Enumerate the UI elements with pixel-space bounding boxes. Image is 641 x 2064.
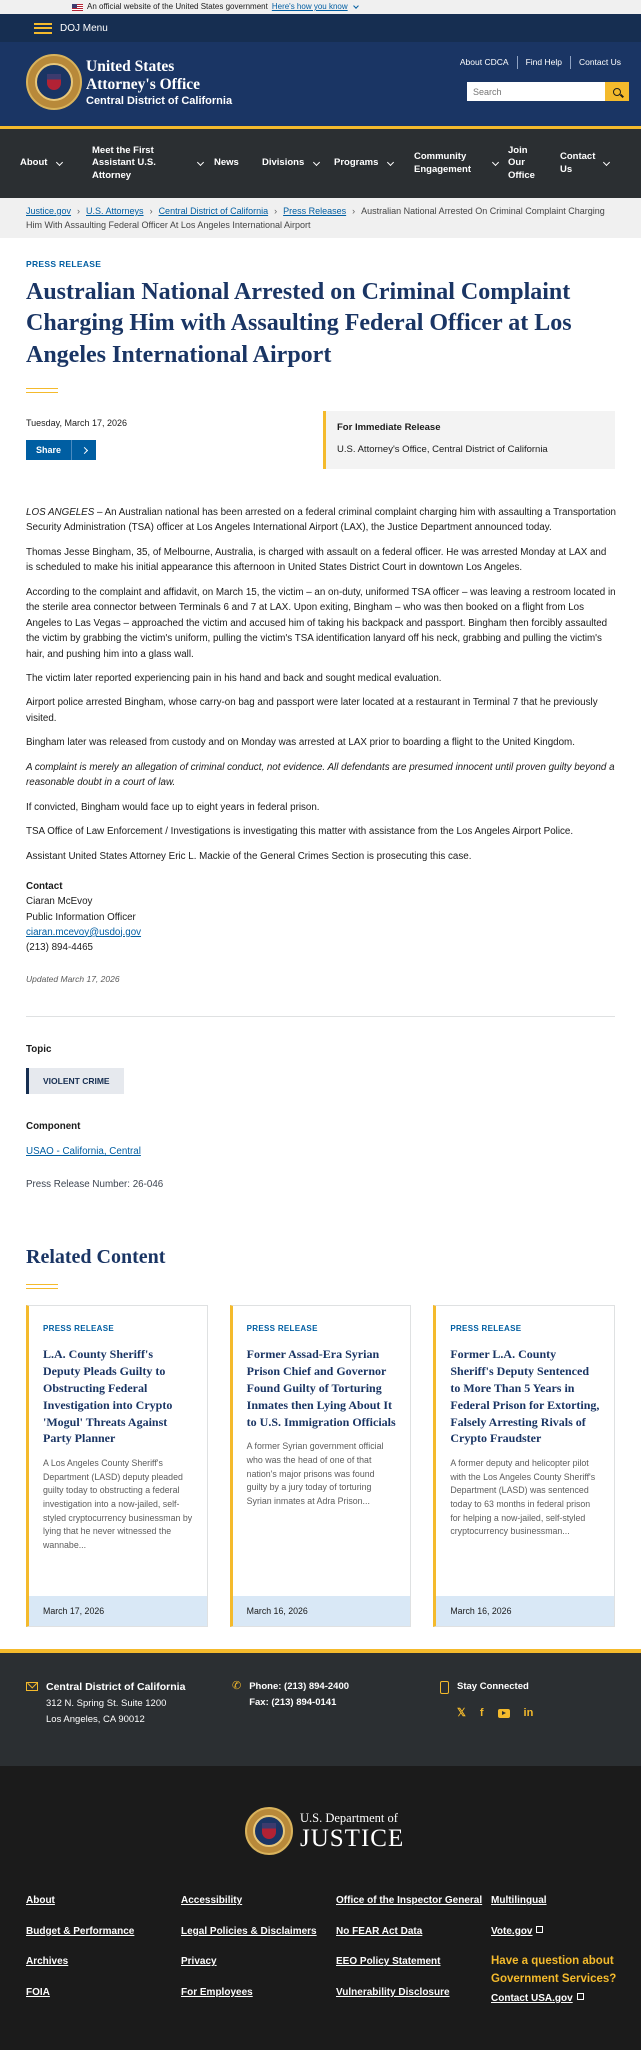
paragraph: Thomas Jesse Bingham, 35, of Melbourne, Australia, is charged with assault on a federal officer. He was arrested Monday at LAX and is scheduled to make his initial appearance this afternoon in United States District Court in downtown Los Angeles. xyxy=(26,546,607,574)
footer-phone xyxy=(232,1679,349,1710)
site-title[interactable]: United States Attorney's Office Central District of California xyxy=(86,58,233,107)
paragraph: If convicted, Bingham would face up to eight years in federal prison. xyxy=(26,801,320,813)
chevron-down-icon xyxy=(353,3,359,9)
doj-seal-icon xyxy=(245,1807,293,1855)
contact-heading: Contact xyxy=(26,881,63,893)
chevron-down-icon xyxy=(313,158,320,165)
card-eyebrow: PRESS RELEASE xyxy=(43,1324,115,1334)
topic-heading: Topic xyxy=(26,1043,52,1055)
footer-link-employees[interactable]: For Employees xyxy=(181,1986,253,1998)
contact-email-link[interactable]: ciaran.mcevoy@usdoj.gov xyxy=(26,926,142,938)
us-flag-icon xyxy=(72,4,83,11)
card-title-link[interactable]: L.A. County Sheriff's Deputy Pleads Guilty to Obstructing Federal Investigation into Crypto 'Mogul' Threats Against Party Planner xyxy=(43,1347,173,1446)
card-date: March 17, 2026 xyxy=(29,1596,207,1626)
card-title-link[interactable]: Former Assad-Era Syrian Prison Chief and Governor Found Guilty of Torturing Inmates then Lying About It to U.S. Immigration Officials xyxy=(246,1347,396,1429)
card-date: March 16, 2026 xyxy=(436,1596,614,1626)
footer-link-nofear[interactable]: No FEAR Act Data xyxy=(336,1925,423,1937)
footer-link-foia[interactable]: FOIA xyxy=(26,1986,50,1998)
breadcrumb-central-district[interactable]: Central District of California xyxy=(158,206,269,216)
utility-links xyxy=(452,56,629,69)
chevron-down-icon xyxy=(56,158,63,165)
paragraph: Bingham later was released from custody and on Monday was arrested at LAX prior to boarding a flight to the United Kingdom. xyxy=(26,737,575,749)
chevron-right-icon xyxy=(80,447,87,454)
chevron-down-icon xyxy=(492,158,499,165)
contact-role: Public Information Officer xyxy=(26,911,136,923)
footer-link-archives[interactable]: Archives xyxy=(26,1956,69,1968)
doj-menu-button[interactable] xyxy=(0,14,641,42)
card-eyebrow: PRESS RELEASE xyxy=(246,1324,318,1334)
gov-banner xyxy=(0,0,641,14)
nav-join-our-office[interactable]: Join Our Office xyxy=(508,144,535,181)
contact-name: Ciaran McEvoy xyxy=(26,896,93,908)
gov-services-question: Have a question about Government Services? xyxy=(491,1955,617,1985)
footer-link-legal[interactable]: Legal Policies & Disclaimers xyxy=(181,1925,317,1937)
topic-tag[interactable]: VIOLENT CRIME xyxy=(26,1068,124,1095)
usao-seal-logo[interactable] xyxy=(26,54,82,110)
breadcrumb-press-releases[interactable]: Press Releases xyxy=(283,206,347,216)
footer-address-line2: Los Angeles, CA 90012 xyxy=(46,1713,145,1725)
footer-link-accessibility[interactable]: Accessibility xyxy=(181,1895,243,1907)
page-title: Australian National Arrested on Criminal Complaint Charging Him with Assaulting Federal Officer at Los Angeles International Airport xyxy=(26,278,572,369)
breadcrumb: Justice.gov › U.S. Attorneys › Central District of California › Press Releases › Australian National Arrested On Criminal Complaint Charging Him With Assaulting Federal Officer At Los Angeles International Airport xyxy=(0,198,641,238)
component-heading: Component xyxy=(26,1121,81,1133)
nav-first-assistant[interactable]: Meet the First Assistant U.S. Attorney xyxy=(92,145,204,182)
card-eyebrow: PRESS RELEASE xyxy=(450,1324,522,1334)
paragraph: TSA Office of Law Enforcement / Investigations is investigating this matter with assistance from the Los Angeles Airport Police. xyxy=(26,826,574,838)
about-cdca-link[interactable]: About CDCA xyxy=(459,57,509,67)
envelope-icon xyxy=(26,1682,38,1691)
nav-programs[interactable]: Programs xyxy=(334,157,404,169)
nav-community-engagement[interactable]: Community Engagement xyxy=(414,151,498,176)
related-card[interactable] xyxy=(433,1305,615,1627)
contact-block xyxy=(26,879,615,955)
divider xyxy=(26,1016,615,1017)
paragraph: The victim later reported experiencing pain in his hand and back and sought medical evaluation. xyxy=(26,672,442,684)
external-link-icon xyxy=(536,1926,543,1933)
related-card[interactable] xyxy=(230,1305,412,1627)
card-title-link[interactable]: Former L.A. County Sheriff's Deputy Sentenced to More Than 5 Years in Federal Prison for Extorting, Falsely Arresting Rivals of Crypto Fraudster xyxy=(450,1347,600,1446)
chevron-down-icon xyxy=(603,158,610,165)
breadcrumb-current: Australian National Arrested On Criminal Complaint Charging Him With Assaulting Federal Officer At Los Angeles International Airport xyxy=(26,206,605,230)
updated-date: Updated March 17, 2026 xyxy=(26,974,120,985)
phone-icon: ✆ xyxy=(232,1680,242,1693)
gov-banner-text: An official website of the United States government xyxy=(87,2,268,11)
paragraph: Assistant United States Attorney Eric L. Mackie of the General Crimes Section is prosecuting this case. xyxy=(26,850,472,862)
release-heading: For Immediate Release xyxy=(337,421,441,433)
search-button[interactable] xyxy=(605,82,629,101)
nav-news[interactable]: News xyxy=(214,157,239,169)
contact-phone: (213) 894-4465 xyxy=(26,941,93,953)
footer-phone-number[interactable]: Phone: (213) 894-2400 xyxy=(249,1681,350,1693)
release-office: U.S. Attorney's Office, Central District of California xyxy=(337,444,548,456)
press-release-number: Press Release Number: 26-046 xyxy=(26,1178,164,1190)
paragraph: LOS ANGELES – An Australian national has been arrested on a federal criminal complaint charging him with assaulting a Transportation Security Administration (TSA) officer at Los Angeles International Airport (LAX), the Justice Department announced today. xyxy=(26,506,616,534)
nav-about[interactable]: About xyxy=(20,157,82,169)
chevron-down-icon xyxy=(197,158,204,165)
breadcrumb-justice-gov[interactable]: Justice.gov xyxy=(26,206,72,216)
gold-divider xyxy=(26,1284,58,1289)
article-eyebrow: PRESS RELEASE xyxy=(26,259,102,269)
card-description: A former Syrian government official who was the head of one of that nation's major prisons was found guilty by a jury today of torturing Syrian inmates at Adra Prison... xyxy=(246,1441,384,1506)
component-link[interactable]: USAO - California, Central xyxy=(26,1145,141,1157)
footer-link-budget[interactable]: Budget & Performance xyxy=(26,1925,135,1937)
related-cards xyxy=(26,1305,615,1627)
footer-office-name: Central District of California xyxy=(46,1681,186,1694)
breadcrumb-us-attorneys[interactable]: U.S. Attorneys xyxy=(86,206,144,216)
facebook-icon[interactable]: f xyxy=(479,1706,484,1719)
related-card[interactable] xyxy=(26,1305,208,1627)
site-header xyxy=(0,42,641,126)
doj-footer xyxy=(0,1766,641,2050)
article-body xyxy=(26,505,616,864)
youtube-icon[interactable] xyxy=(498,1709,510,1718)
disclaimer-paragraph: A complaint is merely an allegation of criminal conduct, not evidence. All defendants are presumed innocent until proven guilty beyond a reasonable doubt in a court of law. xyxy=(26,761,615,789)
footer-link-multilingual[interactable]: Multilingual xyxy=(491,1895,547,1907)
footer-link-vote[interactable]: Vote.gov xyxy=(491,1923,621,1941)
hamburger-icon xyxy=(34,23,52,34)
doj-logo[interactable]: U.S. Department of JUSTICE xyxy=(245,1807,404,1855)
release-box xyxy=(323,411,615,469)
footer-link-about[interactable]: About xyxy=(26,1895,55,1907)
paragraph: Airport police arrested Bingham, whose carry-on bag and passport were later located at a restaurant in Terminal 7 that he previously visited. xyxy=(26,697,598,724)
nav-contact-us[interactable]: Contact Us xyxy=(560,151,616,176)
find-help-link[interactable]: Find Help xyxy=(517,56,570,69)
mobile-icon xyxy=(440,1681,449,1694)
footer-link-privacy[interactable]: Privacy xyxy=(181,1956,217,1968)
footer-address xyxy=(26,1679,185,1727)
stay-connected-label: Stay Connected xyxy=(457,1681,529,1693)
contact-us-link[interactable]: Contact Us xyxy=(570,56,629,69)
linkedin-icon[interactable]: in xyxy=(523,1706,534,1719)
article-date: Tuesday, March 17, 2026 xyxy=(26,417,128,428)
doj-menu-label: DOJ Menu xyxy=(60,22,108,34)
footer-fax-number: Fax: (213) 894-0141 xyxy=(249,1696,337,1708)
share-button[interactable]: Share xyxy=(26,440,96,460)
related-content-heading: Related Content xyxy=(26,1246,166,1269)
gold-divider xyxy=(26,388,58,393)
heres-how-you-know-link[interactable]: Here's how you know xyxy=(271,2,348,11)
search-input[interactable] xyxy=(467,82,605,101)
search-form xyxy=(467,82,629,101)
footer-link-oig[interactable]: Office of the Inspector General xyxy=(336,1895,483,1907)
contact-usa-link[interactable]: Contact USA.gov xyxy=(491,1990,621,2008)
paragraph: According to the complaint and affidavit, on March 15, the victim – an on-duty, uniformed TSA officer – was leaving a restroom located in the sterile area connector between Terminals 6 and 7 at LAX. Upon exiting, Bingham – who was then booked on a flight from Los Angeles to Las Vegas – approached the victim and accused him of taking his backpack and passport. Bingham then forcibly assaulted the victim by grabbing the victim's uniform, pulling the victim's TSA identification lanyard off his neck, grabbing and pulling the victim's hair, and pushing him into a glass wall. xyxy=(26,586,616,660)
footer-links xyxy=(26,1892,627,2020)
footer-address-line1: 312 N. Spring St. Suite 1200 xyxy=(46,1698,167,1710)
nav-divisions[interactable]: Divisions xyxy=(262,157,324,169)
footer-link-vulnerability[interactable]: Vulnerability Disclosure xyxy=(336,1986,450,1998)
main-content xyxy=(0,258,641,1627)
footer-social xyxy=(440,1679,533,1721)
card-description: A former deputy and helicopter pilot with the Los Angeles County Sheriff's Department (LASD) was sentenced today to 63 months in federal prison for helping a now-jailed, self-styled cryptocurrency businessman... xyxy=(450,1458,596,1537)
office-footer xyxy=(0,1649,641,1766)
article-meta xyxy=(26,411,615,469)
x-icon[interactable]: 𝕏 xyxy=(457,1706,466,1719)
chevron-down-icon xyxy=(387,158,394,165)
card-description: A Los Angeles County Sheriff's Department (LASD) deputy pleaded guilty today to obstructing a federal investigation into a now-jailed, self-styled cryptocurrency businessman by lying that he never witnessed the wannabe... xyxy=(43,1458,193,1550)
external-link-icon xyxy=(577,1993,584,2000)
search-icon xyxy=(613,88,621,96)
main-navigation xyxy=(0,126,641,198)
footer-link-eeo[interactable]: EEO Policy Statement xyxy=(336,1956,441,1968)
card-date: March 16, 2026 xyxy=(233,1596,411,1626)
